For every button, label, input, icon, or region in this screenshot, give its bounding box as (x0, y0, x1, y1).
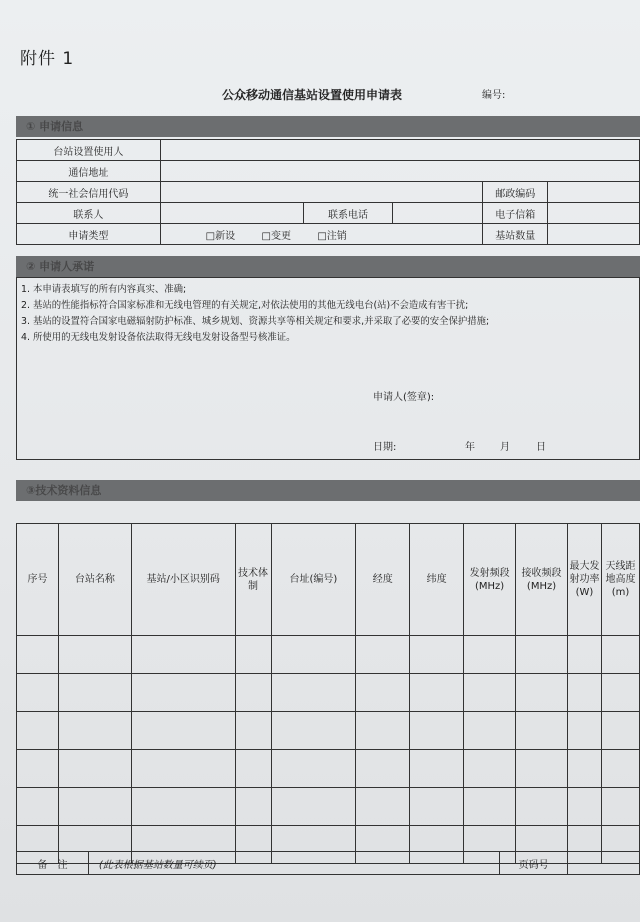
apply-type-new-checkbox[interactable]: □新设 (205, 230, 236, 242)
col-site-address: 台址(编号) (271, 524, 356, 636)
col-max-power: 最大发射功率(W) (568, 524, 602, 636)
commitment-box (16, 277, 640, 460)
apply-type-change-checkbox[interactable]: □变更 (261, 230, 291, 242)
phone-label: 联系电话 (303, 203, 393, 224)
col-antenna-height: 天线距地高度(m) (601, 524, 639, 636)
applicant-label: 台站设置使用人 (17, 140, 161, 161)
technical-header-row (17, 524, 640, 636)
applicant-field[interactable] (160, 140, 639, 161)
note-table (16, 851, 640, 875)
table-row (17, 674, 640, 712)
commitment-item: 1. 本申请表填写的所有内容真实、准确; (21, 284, 187, 295)
section-applicant-commitment: ② 申请人承诺 (16, 256, 640, 277)
date-year: 年 (465, 442, 475, 453)
col-serial: 序号 (17, 524, 59, 636)
postal-code-label: 邮政编码 (483, 182, 548, 203)
apply-type-cancel-checkbox[interactable]: □注销 (317, 230, 347, 242)
form-title: 公众移动通信基站设置使用申请表 (222, 88, 403, 102)
table-row (17, 750, 640, 788)
col-latitude: 纬度 (410, 524, 464, 636)
attachment-label: 附件 1 (20, 49, 75, 69)
address-label: 通信地址 (17, 161, 161, 182)
table-row (17, 712, 640, 750)
apply-type-label: 申请类型 (17, 224, 161, 245)
signature-label: 申请人(签章): (373, 392, 435, 403)
apply-type-options (160, 224, 483, 245)
date-day: 日 (536, 442, 546, 453)
email-field[interactable] (548, 203, 640, 224)
commitment-item: 4. 所使用的无线电发射设备依法取得无线电发射设备型号核准证。 (21, 332, 296, 343)
application-info-table (16, 139, 640, 245)
contact-field[interactable] (160, 203, 303, 224)
date-month: 月 (500, 442, 510, 453)
phone-field[interactable] (393, 203, 483, 224)
col-tx-band: 发射频段(MHz) (464, 524, 516, 636)
form-number-label: 编号: (482, 90, 506, 101)
commitment-list (17, 278, 639, 346)
page-number-field[interactable] (568, 852, 640, 875)
col-longitude: 经度 (356, 524, 410, 636)
commitment-item: 3. 基站的设置符合国家电磁辐射防护标准、城乡规划、资源共享等相关规定和要求,并采取了必要的安全保护措施; (21, 316, 490, 327)
page-number-label: 页码号 (500, 852, 568, 875)
address-field[interactable] (160, 161, 639, 182)
section-technical-info: ③技术资料信息 (16, 480, 640, 501)
email-label: 电子信箱 (483, 203, 548, 224)
credit-code-label: 统一社会信用代码 (17, 182, 161, 203)
contact-label: 联系人 (17, 203, 161, 224)
station-count-label: 基站数量 (483, 224, 548, 245)
note-label: 备 注 (17, 852, 89, 875)
col-cell-id: 基站/小区识别码 (131, 524, 235, 636)
station-count-field[interactable] (548, 224, 640, 245)
commitment-item: 2. 基站的性能指标符合国家标准和无线电管理的有关规定,对依法使用的其他无线电台(站)不会造成有害干扰; (21, 300, 469, 311)
table-row (17, 636, 640, 674)
col-rx-band: 接收频段(MHz) (516, 524, 568, 636)
col-tech-system: 技术体制 (235, 524, 271, 636)
postal-code-field[interactable] (548, 182, 640, 203)
table-row (17, 788, 640, 826)
technical-info-table (16, 523, 640, 864)
col-station-name: 台站名称 (58, 524, 131, 636)
credit-code-field[interactable] (160, 182, 483, 203)
section-application-info: ① 申请信息 (16, 116, 640, 137)
note-text: (此表根据基站数量可续页) (88, 852, 499, 875)
date-label: 日期: (373, 442, 397, 453)
